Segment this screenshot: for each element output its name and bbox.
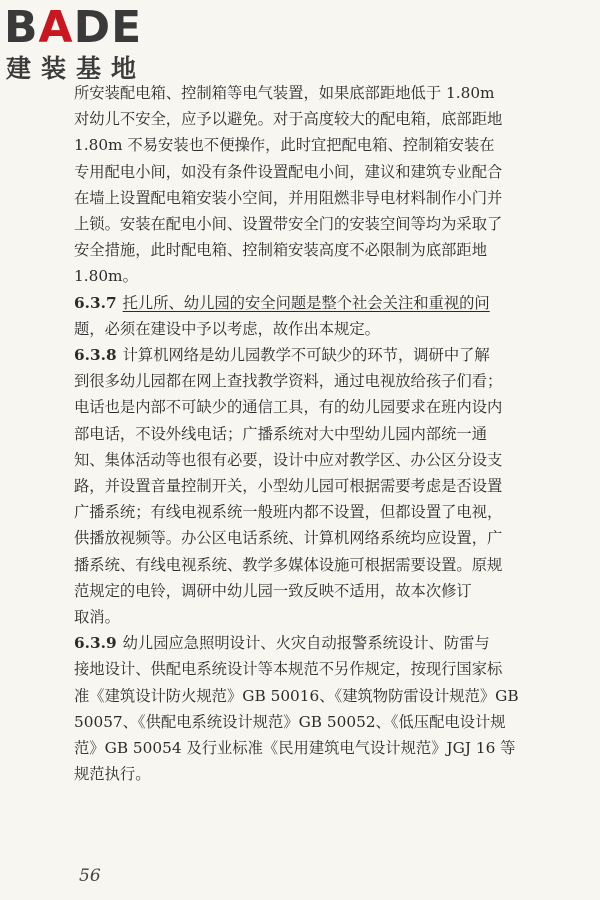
text-line: 在墙上设置配电箱安装小空间，并用阻燃非导电材料制作小门并	[74, 188, 503, 207]
text-line: 所安装配电箱、控制箱等电气装置，如果底部距地低于 1.80m	[74, 84, 495, 102]
text-line: 取消。	[74, 608, 120, 627]
text-line: 范》GB 50054 及行业标准《民用建筑电气设计规范》JGJ 16 等	[74, 739, 516, 758]
text-line: 计算机网络是幼儿园教学不可缺少的环节，调研中了解	[122, 346, 490, 365]
text-line: 广播系统；有线电视系统一般班内都不设置，但都设置了电视，	[74, 503, 503, 522]
page-number: 56	[79, 866, 101, 886]
text-line: 路，并设置音量控制开关，小型幼儿园可根据需要考虑是否设置	[74, 477, 503, 496]
text-line: 对幼儿不安全，应予以避免。对于高度较大的配电箱，底部距地	[74, 110, 503, 129]
text-line: 到很多幼儿园都在网上查找教学资料，通过电视放给孩子们看；	[74, 372, 503, 391]
text-line: 1.80m 不易安装也不便操作，此时宜把配电箱、控制箱安装在	[74, 136, 495, 155]
text-line: 幼儿园应急照明设计、火灾自动报警系统设计、防雷与	[122, 634, 490, 653]
text-line: 接地设计、供配电系统设计等本规范不另作规定，按现行国家标	[74, 660, 503, 679]
text-line: 50057、《供配电系统设计规范》GB 50052、《低压配电设计规	[74, 712, 506, 731]
paragraph-6-3-7	[74, 290, 544, 342]
paragraph-continuation	[74, 80, 544, 290]
section-number: 6.3.9	[74, 634, 117, 653]
text-line: 安全措施，此时配电箱、控制箱安装高度不必限制为底部距地	[74, 241, 488, 260]
text-line: 专用配电小间，如没有条件设置配电小间，建议和建筑专业配合	[74, 162, 503, 181]
text-line: 规范执行。	[74, 765, 151, 784]
logo-subtitle: 建装基地	[6, 54, 147, 83]
text-line-first	[74, 630, 544, 656]
text-line: 供播放视频等。办公区电话系统、计算机网络系统均应设置，广	[74, 529, 503, 548]
text-line: 范规定的电铃，调研中幼儿园一致反映不适用，故本次修订	[74, 581, 472, 600]
text-line: 播系统、有线电视系统、教学多媒体设施可根据需要设置。原规	[74, 555, 503, 574]
text-line-first	[74, 342, 544, 368]
paragraph-6-3-8	[74, 342, 544, 630]
section-number: 6.3.7	[74, 293, 117, 312]
text-line: 准《建筑设计防火规范》GB 50016、《建筑物防雷设计规范》GB	[74, 686, 519, 705]
text-line: 题，必须在建设中予以考虑，故作出本规定。	[74, 319, 380, 338]
text-line: 部电话，不设外线电话；广播系统对大中型幼儿园内部统一通	[74, 424, 488, 443]
text-line: 电话也是内部不可缺少的通信工具，有的幼儿园要求在班内设内	[74, 398, 503, 417]
logo	[4, 4, 184, 86]
section-number: 6.3.8	[74, 346, 117, 365]
logo-wordmark: BADE	[4, 2, 143, 53]
text-line-first	[74, 290, 544, 316]
text-line: 知、集体活动等也很有必要，设计中应对教学区、办公区分设支	[74, 450, 503, 469]
body-text	[74, 80, 544, 787]
text-line: 托儿所、幼儿园的安全问题是整个社会关注和重视的问	[122, 293, 490, 312]
paragraph-6-3-9	[74, 630, 544, 787]
text-line: 1.80m。	[74, 267, 138, 286]
text-line: 上锁。安装在配电小间、设置带安全门的安装空间等均为采取了	[74, 215, 503, 234]
